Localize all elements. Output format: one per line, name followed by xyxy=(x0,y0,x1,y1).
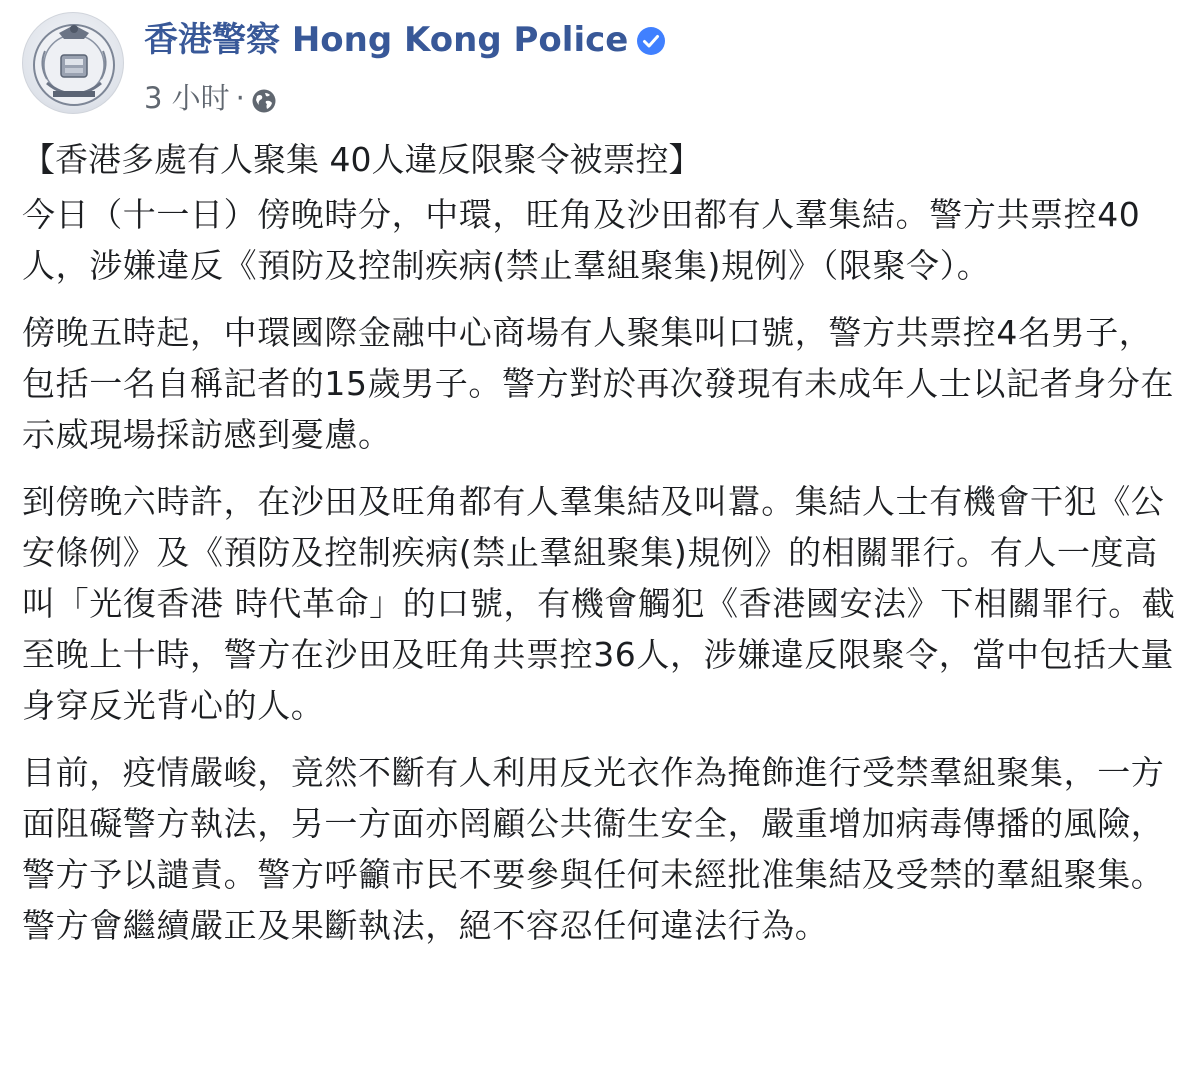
post-body xyxy=(22,135,1182,967)
post-meta xyxy=(144,78,277,118)
page-name-link[interactable] xyxy=(144,18,666,62)
globe-icon[interactable] xyxy=(251,84,277,110)
meta-separator: · xyxy=(235,81,245,115)
police-crest-icon xyxy=(23,13,124,114)
page-name[interactable]: 香港警察 Hong Kong Police xyxy=(144,20,629,60)
post-paragraph: 今日（十一日）傍晚時分，中環，旺角及沙田都有人羣集結。警方共票控40人，涉嫌違反《預防及控制疾病(禁止羣組聚集)規例》（限聚令）。 xyxy=(22,195,1141,285)
post-timestamp[interactable]: 3 小时 xyxy=(144,81,230,115)
post-paragraph: 傍晚五時起，中環國際金融中心商場有人聚集叫口號，警方共票控4名男子，包括一名自稱記者的15歲男子。警方對於再次發現有未成年人士以記者身分在示威現場採訪感到憂慮。 xyxy=(22,313,1174,454)
verified-badge-icon xyxy=(636,23,666,53)
post-paragraph: 到傍晚六時許，在沙田及旺角都有人羣集結及叫囂。集結人士有機會干犯《公安條例》及《預防及控制疾病(禁止羣組聚集)規例》的相關罪行。有人一度高叫「光復香港 時代革命」的口號，有機會觸犯《香港國安法》下相關罪行。截至晚上十時，警方在沙田及旺角共票控36人，涉嫌違反限聚令，當中包括大量身穿反光背心的人。 xyxy=(22,482,1176,725)
post-title: 【香港多處有人聚集 40人違反限聚令被票控】 xyxy=(22,140,702,179)
post-paragraph: 目前，疫情嚴峻，竟然不斷有人利用反光衣作為掩飾進行受禁羣組聚集，一方面阻礙警方執法，另一方面亦罔顧公共衞生安全，嚴重增加病毒傳播的風險，警方予以譴責。警方呼籲市民不要參與任何未經批准集結及受禁的羣組聚集。警方會繼續嚴正及果斷執法，絕不容忍任何違法行為。 xyxy=(22,753,1165,945)
page-avatar[interactable] xyxy=(22,12,124,114)
post-header xyxy=(22,12,1172,122)
